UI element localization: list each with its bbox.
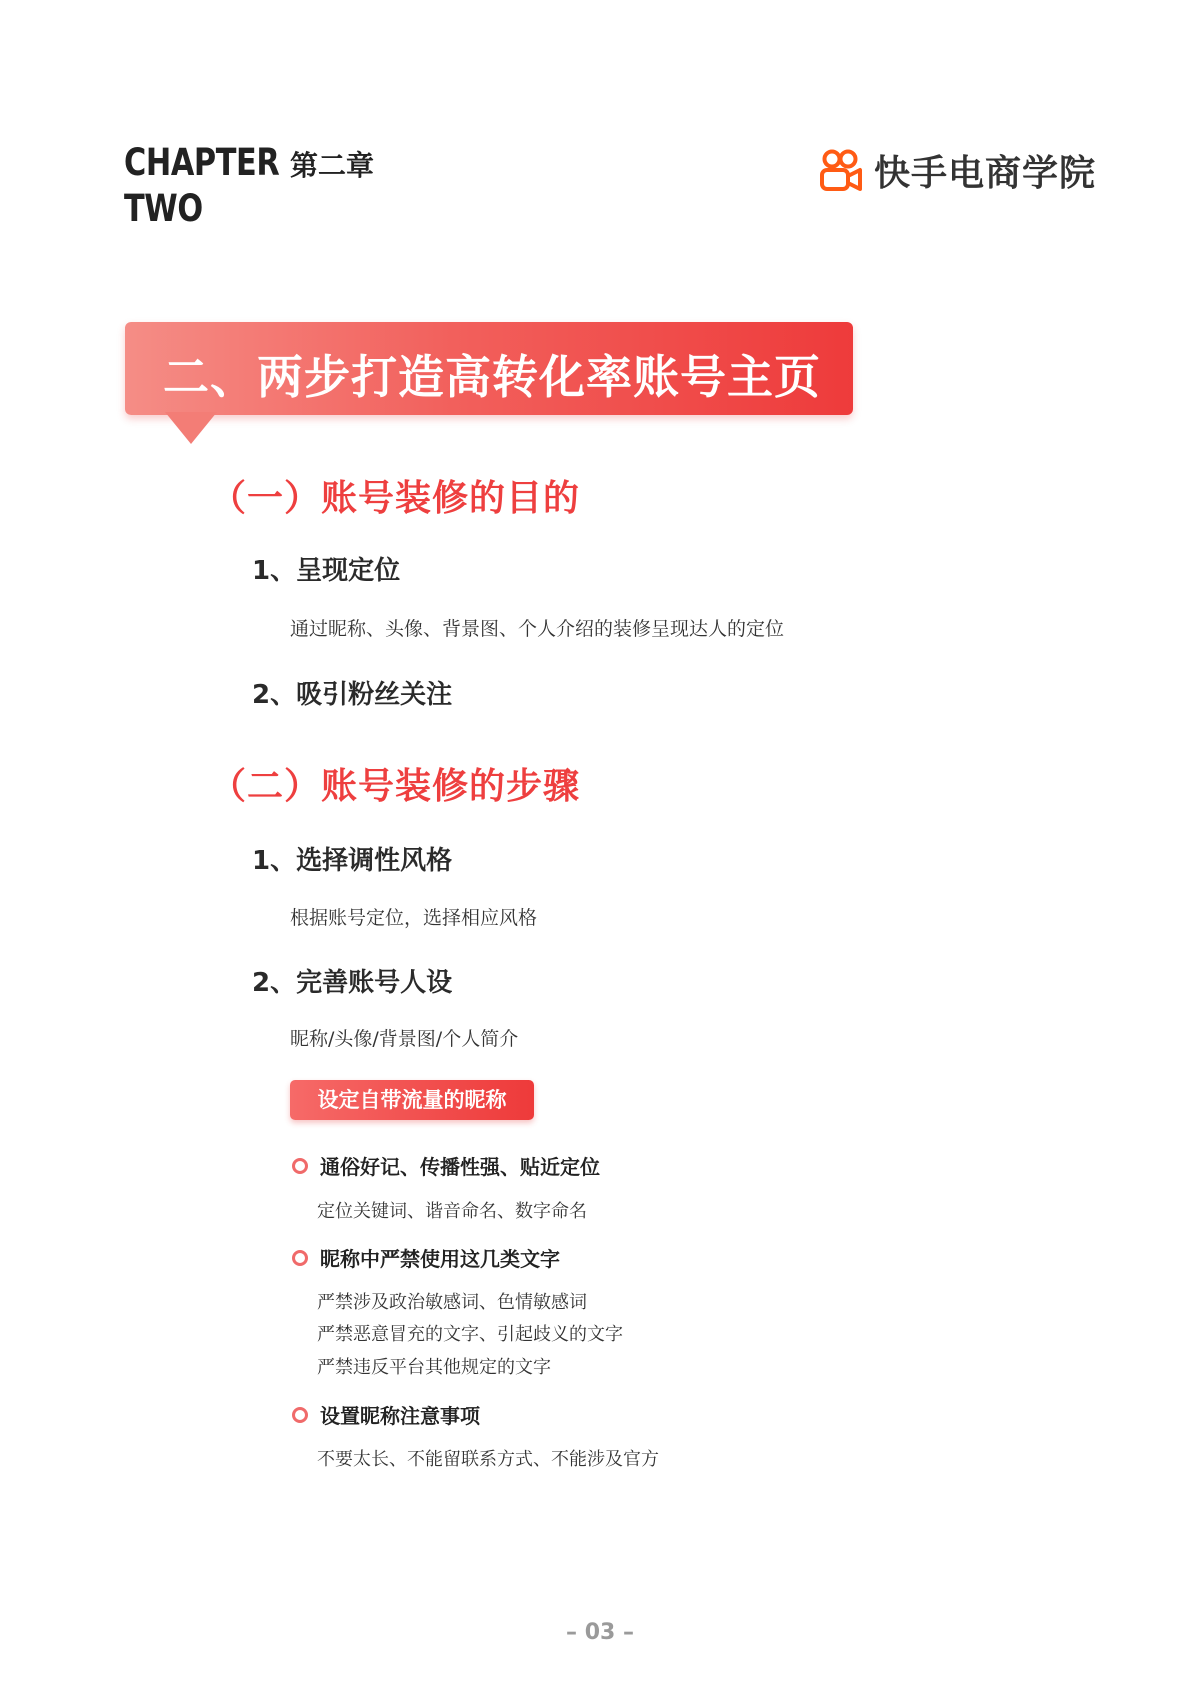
- bullet-title: 通俗好记、传播性强、贴近定位: [320, 1155, 600, 1179]
- bullet-title: 昵称中严禁使用这几类文字: [320, 1247, 560, 1271]
- chapter-line-1: CHAPTER: [124, 141, 280, 184]
- bullet-2: [292, 1243, 560, 1272]
- circle-bullet-icon: [292, 1158, 308, 1174]
- bullet-title: 设置昵称注意事项: [320, 1404, 480, 1428]
- section-heading-2: （二）账号装修的步骤: [210, 766, 581, 807]
- bullet-text: 定位关键词、谐音命名、数字命名: [317, 1201, 587, 1222]
- chapter-line-2: TWO: [124, 187, 203, 230]
- item-text-2-1: 根据账号定位，选择相应风格: [290, 907, 538, 929]
- circle-bullet-icon: [292, 1250, 308, 1266]
- item-text-1-1: 通过昵称、头像、背景图、个人介绍的装修呈现达人的定位: [290, 618, 785, 640]
- bullet-text: 严禁涉及政治敏感词、色情敏感词: [317, 1292, 587, 1313]
- kuaishou-logo-icon: [818, 148, 864, 194]
- item-title-1-2: 2、吸引粉丝关注: [252, 680, 453, 710]
- item-title-2-1: 1、选择调性风格: [252, 846, 453, 876]
- item-title-1-1: 1、呈现定位: [252, 556, 401, 586]
- bullet-text: 不要太长、不能留联系方式、不能涉及官方: [317, 1449, 659, 1470]
- page-number: – 03 –: [566, 1620, 634, 1645]
- item-title-2-2: 2、完善账号人设: [252, 968, 453, 998]
- chapter-label-en: [124, 140, 279, 232]
- bullet-text: 严禁违反平台其他规定的文字: [317, 1357, 551, 1378]
- banner-title: 二、两步打造高转化率账号主页: [163, 350, 821, 404]
- item-text-2-2: 昵称/头像/背景图/个人简介: [290, 1028, 519, 1050]
- circle-bullet-icon: [292, 1407, 308, 1423]
- bullet-3: [292, 1400, 480, 1429]
- brand-logo: [818, 145, 1096, 196]
- brand-name: 快手电商学院: [874, 153, 1097, 194]
- banner-tail: [165, 412, 217, 444]
- bullet-1: [292, 1151, 600, 1180]
- nickname-tag: 设定自带流量的昵称: [290, 1080, 534, 1120]
- chapter-label-cn: 第二章: [290, 149, 375, 182]
- section-heading-1: （一）账号装修的目的: [210, 478, 581, 519]
- bullet-text: 严禁恶意冒充的文字、引起歧义的文字: [317, 1324, 623, 1345]
